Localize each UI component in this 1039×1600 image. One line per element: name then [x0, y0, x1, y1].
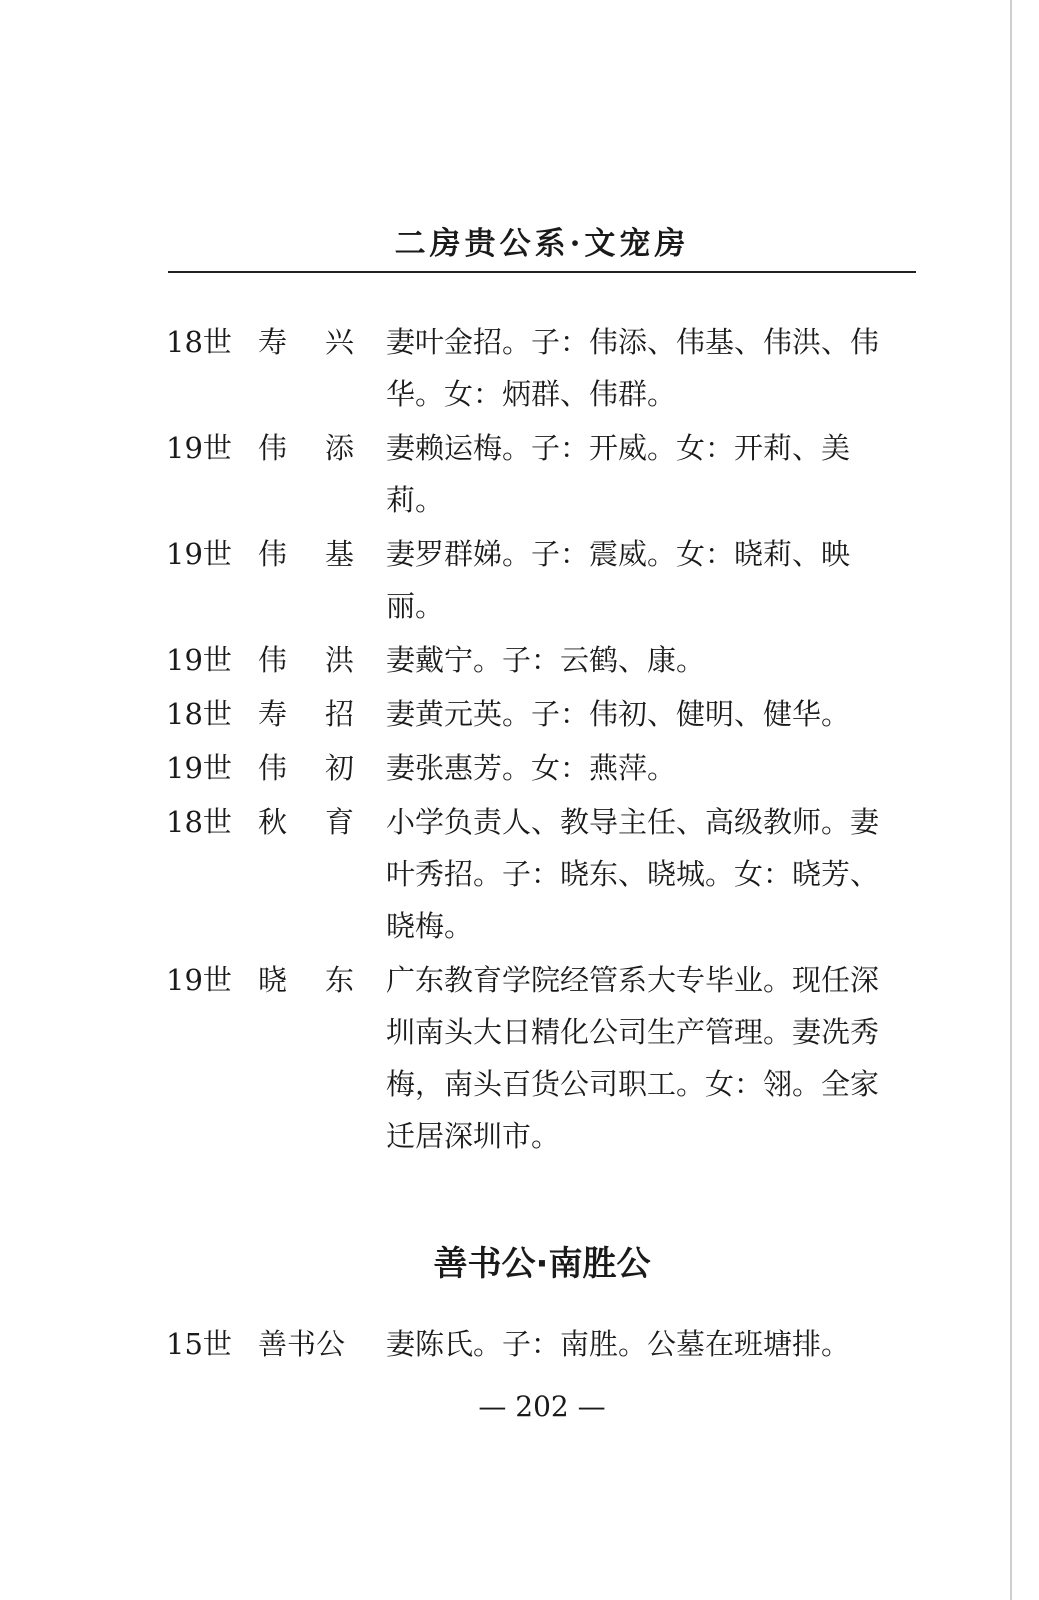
generation-label: 19世: [166, 751, 232, 785]
entry-description: 妻赖运梅。子：开威。女：开莉、美莉。: [386, 431, 851, 517]
page-edge: [1010, 0, 1012, 1600]
genealogy-entry: [166, 528, 926, 632]
person-name: 伟 添: [258, 431, 354, 465]
person-name: 伟 基: [258, 537, 354, 571]
generation-label: 19世: [166, 963, 232, 997]
running-header: 二房贵公系·文宠房: [394, 226, 690, 262]
genealogy-entry: [166, 634, 926, 686]
entry-description: 妻叶金招。子：伟添、伟基、伟洪、伟华。女：炳群、伟群。: [386, 325, 880, 411]
person-name: 晓 东: [258, 963, 354, 997]
genealogy-entries-section: [166, 1318, 926, 1372]
section-title: 善书公·南胜公: [433, 1244, 651, 1284]
generation-label: 18世: [166, 697, 232, 731]
generation-label: 19世: [166, 431, 232, 465]
genealogy-entry: [166, 742, 926, 794]
entry-description: 小学负责人、教导主任、高级教师。妻叶秀招。子：晓东、晓城。女：晓芳、晓梅。: [386, 805, 880, 943]
generation-label: 18世: [166, 325, 232, 359]
genealogy-entry: [166, 796, 926, 952]
person-name: 伟 初: [258, 751, 354, 785]
genealogy-entries: [166, 316, 926, 1164]
entry-description: 妻陈氏。子：南胜。公墓在班塘排。: [386, 1327, 851, 1361]
person-name: 善书公: [258, 1327, 346, 1361]
entry-description: 广东教育学院经管系大专毕业。现任深圳南头大日精化公司生产管理。妻冼秀梅，南头百货公司职工。女：翎。全家迁居深圳市。: [386, 963, 880, 1153]
genealogy-entry: [166, 316, 926, 420]
person-name: 寿 兴: [258, 325, 354, 359]
generation-label: 19世: [166, 643, 232, 677]
entry-description: 妻罗群娣。子：震威。女：晓莉、映丽。: [386, 537, 851, 623]
person-name: 寿 招: [258, 697, 354, 731]
entry-description: 妻黄元英。子：伟初、健明、健华。: [386, 697, 851, 731]
genealogy-entry: [166, 1318, 926, 1370]
page-number: — 202 —: [478, 1390, 606, 1423]
genealogy-entry: [166, 954, 926, 1162]
header-rule: [168, 271, 916, 273]
generation-label: 19世: [166, 537, 232, 571]
genealogy-entry: [166, 422, 926, 526]
entry-description: 妻张惠芳。女：燕萍。: [386, 751, 677, 785]
generation-label: 15世: [166, 1327, 232, 1361]
entry-description: 妻戴宁。子：云鹤、康。: [386, 643, 706, 677]
person-name: 伟 洪: [258, 643, 354, 677]
person-name: 秋 育: [258, 805, 354, 839]
generation-label: 18世: [166, 805, 232, 839]
genealogy-entry: [166, 688, 926, 740]
